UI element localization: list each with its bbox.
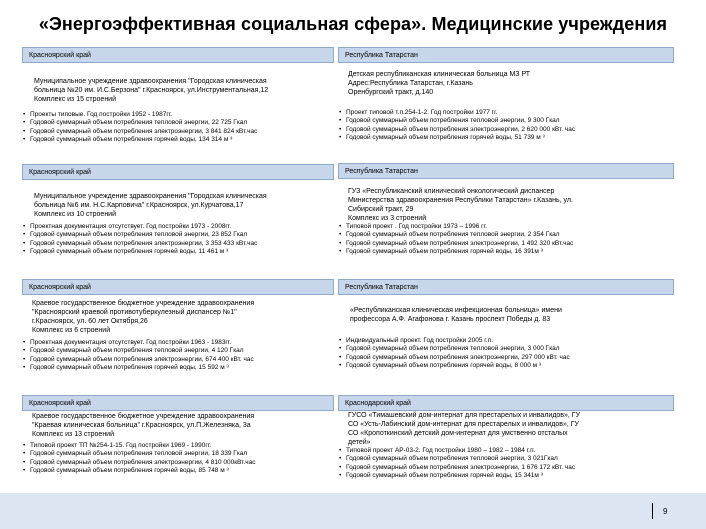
- bullet-list: [338, 109, 674, 142]
- list-item: • Годовой суммарный объем потребления горячей воды, 11 461 м ³: [22, 248, 334, 256]
- list-item: • Годовой суммарный объем потребления горячей воды, 15 341м ³: [338, 472, 674, 480]
- panel-4: [338, 163, 674, 256]
- institution: Муниципальное учреждение здравоохранения "Городская клиническая больница №6 им. Н.С.Карповича" г.Красноярск, ул.Курчатова,17 Комплекс из 10 строений: [34, 193, 267, 218]
- region-header: Красноярский край: [22, 47, 334, 63]
- region-header: Краснодарский край: [338, 395, 674, 411]
- bullet-list: [22, 442, 334, 475]
- region-header: Красноярский край: [22, 395, 334, 411]
- list-item: • Годовой суммарный объем потребления горячей воды, 15 592 м ³: [22, 364, 334, 372]
- bullet-list: [22, 111, 334, 144]
- bullet-list: [22, 339, 334, 372]
- list-item: • Годовой суммарный объем потребления горячей воды, 16 391м ³: [338, 248, 674, 256]
- institution: ГУСО «Тимашевский дом-интернат для престарелых и инвалидов», ГУ СО «Усть-Лабинский дом-интернат для престарелых и инвалидов», ГУ СО «Кропоткинский детский дом-интернат для умственно отсталых детей»: [348, 412, 581, 446]
- institution: ГУЗ «Республиканский клинический онкологический диспансер Министерства здравоохранения Республики Татарстан» г.Казань, ул. Сибирский тракт, 29 Комплекс из 3 строений: [348, 188, 573, 222]
- list-item: • Годовой суммарный объем потребления горячей воды, 85 748 м ³: [22, 467, 334, 475]
- region-header: Красноярский край: [22, 164, 334, 180]
- list-item: • Годовой суммарный объем потребления тепловой энергии, 9 300 Гкал: [338, 117, 674, 125]
- list-item: • Годовой суммарный объем потребления электроэнергии, 3 841 824 кВт.час: [22, 128, 334, 136]
- region-header: Республика Татарстан: [338, 279, 674, 295]
- list-item: • Годовой суммарный объем потребления горячей воды, 51 739 м ³: [338, 134, 674, 142]
- list-item: • Типовой проект АР-03-2. Год постройки 1980 – 1982 – 1984 г.п.: [338, 447, 674, 455]
- bullet-list: [338, 337, 674, 370]
- region-header: Республика Татарстан: [338, 163, 674, 179]
- region-header: Республика Татарстан: [338, 47, 674, 63]
- list-item: • Годовой суммарный объем потребления тепловой энергии, 23 852 Гкал: [22, 231, 334, 239]
- list-item: • Годовой суммарный объем потребления электроэнергии, 297 000 кВт. час: [338, 354, 674, 362]
- institution: «Республиканская клиническая инфекционная больница» имени профессора А.Ф. Агафонова г. Казань проспект Победы д. 83: [350, 307, 562, 323]
- page-number-divider: [652, 503, 653, 519]
- list-item: • Проектная документация отсутствует. Год постройки 1973 - 2008гг.: [22, 223, 334, 231]
- list-item: • Проектная документация отсутствует. Год постройки 1963 - 1983гг.: [22, 339, 334, 347]
- list-item: • Годовой суммарный объем потребления электроэнергии, 1 676 172 кВт. час: [338, 464, 674, 472]
- list-item: • Типовой проект . Год постройки 1973 – 1996 гг.: [338, 223, 674, 231]
- list-item: • Проекты типовые. Год постройки 1952 - 1987гг.: [22, 111, 334, 119]
- page-title: «Энергоэффективная социальная сфера». Медицинские учреждения: [38, 14, 668, 34]
- list-item: • Годовой суммарный объем потребления электроэнергии, 4 810 000кВт.час: [22, 459, 334, 467]
- panel-1: [22, 47, 334, 144]
- list-item: • Годовой суммарный объем потребления электроэнергии, 2 620 000 кВт. час: [338, 126, 674, 134]
- region-header: Красноярский край: [22, 279, 334, 295]
- bullet-list: [22, 223, 334, 256]
- institution: Детская республиканская клиническая больница МЗ РТ Адрес:Республика Татарстан, г.Казань Оренбургский тракт, д.140: [348, 71, 531, 96]
- panel-2: [338, 47, 674, 142]
- panel-6: [338, 279, 674, 370]
- list-item: • Годовой суммарный объем потребления электроэнергии, 674 400 кВт. час: [22, 356, 334, 364]
- institution: Муниципальное учреждение здравоохранения "Городская клиническая больница №20 им. И.С.Берзона" г.Красноярск, ул.Инструментальная,12 Комплекс из 15 строений: [34, 78, 269, 103]
- panel-7: [22, 395, 334, 475]
- list-item: • Годовой суммарный объем потребления тепловой энергии, 3 000 Гкал: [338, 345, 674, 353]
- panel-5: [22, 279, 334, 372]
- list-item: • Годовой суммарный объем потребления горячей воды, 8 000 м ³: [338, 362, 674, 370]
- list-item: • Годовой суммарный объем потребления тепловой энергии, 22 725 Гкал: [22, 119, 334, 127]
- panel-3: [22, 164, 334, 256]
- list-item: • Типовой проект ТП №254-1-15. Год постройки 1969 - 1990гг.: [22, 442, 334, 450]
- list-item: • Индивидуальный проект. Год постройки 2005 г.п.: [338, 337, 674, 345]
- list-item: • Годовой суммарный объем потребления электроэнергии, 3 353 433 кВт.час: [22, 240, 334, 248]
- institution: Краевое государственное бюджетное учреждение здравоохранения "Красноярский краевой противотуберкулезный диспансер №1" г.Красноярск, ул. 60 лет Октября,26 Комплекс из 6 строений: [32, 300, 255, 334]
- list-item: • Годовой суммарный объем потребления тепловой энергии, 18 339 Гкал: [22, 450, 334, 458]
- panel-8: [338, 395, 674, 480]
- list-item: • Годовой суммарный объем потребления тепловой энергии, 4 120 Гкал: [22, 347, 334, 355]
- list-item: • Годовой суммарный объем потребления горячей воды, 134 314 м ³: [22, 136, 334, 144]
- institution: Краевое государственное бюджетное учреждение здравоохранения "Краевая клиническая больница" г.Красноярск, ул.П.Железняка, 3а Комплекс из 13 строений: [32, 413, 255, 438]
- page-number: 9: [663, 507, 668, 516]
- footer-band: [0, 493, 706, 529]
- list-item: • Проект типовой т.п.254-1-2. Год постройки 1977 гг.: [338, 109, 674, 117]
- list-item: • Годовой суммарный объем потребления тепловой энергии, 3 021Гкал: [338, 455, 674, 463]
- list-item: • Годовой суммарный объем потребления электроэнергии, 1 492 320 кВт.час: [338, 240, 674, 248]
- bullet-list: [338, 223, 674, 256]
- bullet-list: [338, 447, 674, 480]
- list-item: • Годовой суммарный объем потребления тепловой энергии, 2 354 Гкал: [338, 231, 674, 239]
